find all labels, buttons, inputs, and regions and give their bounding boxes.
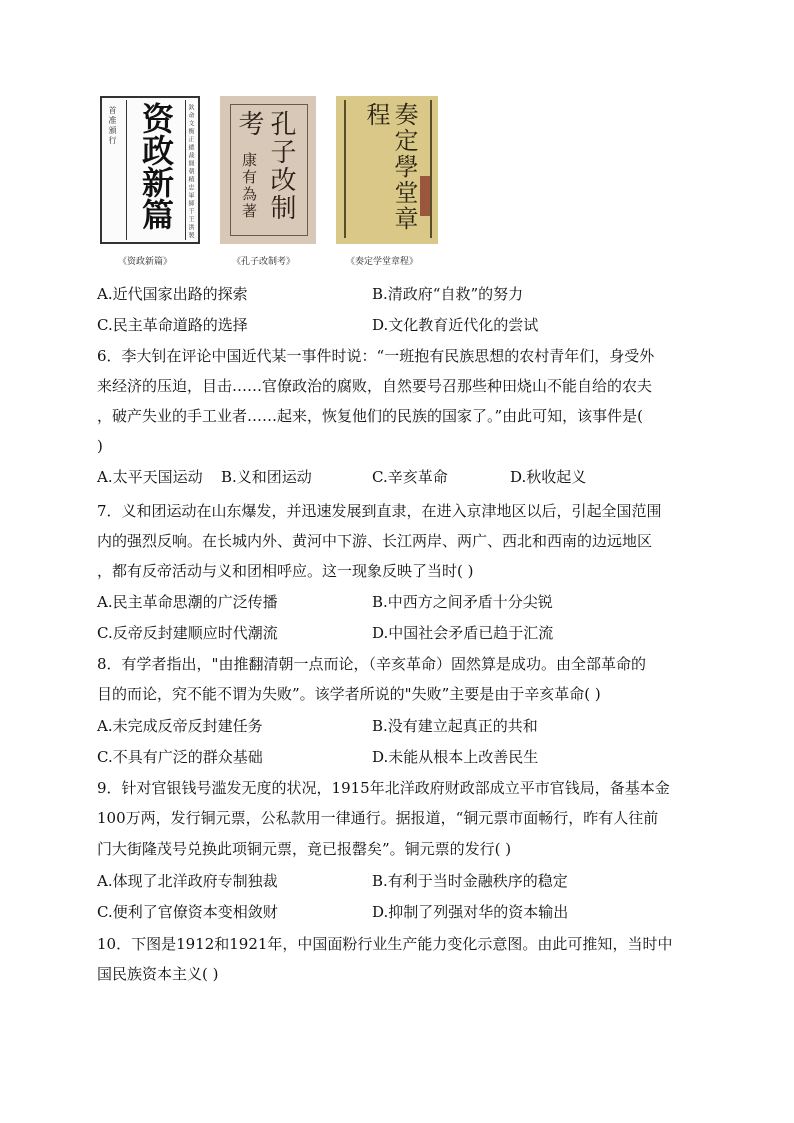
q10-stem-line-2: 国民族资本主义( ) [97,965,219,983]
q8-option-b[interactable]: B.没有建立起真正的共和 [372,717,538,735]
q8-option-a[interactable]: A.未完成反帝反封建任务 [97,717,263,735]
q8-option-d[interactable]: D.未能从根本上改善民生 [372,748,539,766]
cover-left-note: 首准頒行 [108,106,117,146]
zizheng-xinpian-cover-image [100,96,200,244]
cover-author: 康有為著 [240,152,258,220]
book-cover-figures [100,96,440,271]
q9-stem-line-1: 9．针对官银钱号滥发无度的状况，1915年北洋政府财政部成立平市官钱局，备基本金 [97,779,670,797]
q7-stem-line-3: ，都有反帝活动与义和团相呼应。这一现象反映了当时( ) [97,562,474,580]
figure-caption-1: 《资政新篇》 [118,257,173,267]
cover-title: 奏定學堂章程 [362,102,418,232]
q6-stem-line-4: ) [97,437,103,455]
seal-stamp-icon [420,176,430,216]
q6-option-c[interactable]: C.辛亥革命 [372,468,448,486]
cover-right-note: 欽命文衡正總裁開朝精忠軍師干王洪製 [187,104,194,240]
figure-caption-2: 《孔子改制考》 [232,257,296,267]
q9-option-d[interactable]: D.抑制了列强对华的资本输出 [372,903,569,921]
q8-stem-line-2: 目的而论，究不能不谓为失败”。该学者所说的"失败”主要是由于辛亥革命( ) [97,685,601,703]
q9-stem-line-2: 100万两，发行铜元票，公私款用一律通行。据报道，“铜元票市面畅行，昨有人往前 [97,809,659,827]
q5-option-b[interactable]: B.清政府“自救”的努力 [372,285,524,303]
q7-option-b[interactable]: B.中西方之间矛盾十分尖锐 [372,593,553,611]
q10-stem-line-1: 10．下图是1912和1921年，中国面粉行业生产能力变化示意图。由此可推知，当时中 [97,935,673,953]
q7-option-a[interactable]: A.民主革命思潮的广泛传播 [97,593,278,611]
zouding-xuetang-zhangcheng-cover-image [336,96,438,244]
cover-title-suffix: 考 [234,110,264,138]
kongzi-gaizhi-kao-cover-image [220,96,316,244]
q6-stem-line-2: 来经济的压迫，目击……官僚政治的腐败，自然要号召那些种田烧山不能自给的农夫 [97,377,653,395]
q7-option-c[interactable]: C.反帝反封建顺应时代潮流 [97,624,278,642]
q9-stem-line-3: 门大街隆茂号兑换此项铜元票，竟已报罄矣”。铜元票的发行( ) [97,840,512,858]
q5-option-d[interactable]: D.文化教育近代化的尝试 [372,316,539,334]
q8-stem-line-1: 8．有学者指出，"由推翻清朝一点而论，（辛亥革命）固然算是成功。由全部革命的 [97,655,646,673]
q7-option-d[interactable]: D.中国社会矛盾已趋于汇流 [372,624,554,642]
q5-option-c[interactable]: C.民主革命道路的选择 [97,316,248,334]
q6-option-b[interactable]: B.义和团运动 [221,468,312,486]
q6-option-d[interactable]: D.秋收起义 [510,468,587,486]
cover-title: 资政新篇 [137,102,175,230]
q7-stem-line-1: 7．义和团运动在山东爆发，并迅速发展到直隶，在进入京津地区以后，引起全国范围 [97,502,662,520]
q9-option-c[interactable]: C.便利了官僚资本变相敛财 [97,903,278,921]
q9-option-a[interactable]: A.体现了北洋政府专制独裁 [97,872,278,890]
q7-stem-line-2: 内的强烈反响。在长城内外、黄河中下游、长江两岸、两广、西北和西南的边远地区 [97,532,653,550]
q9-option-b[interactable]: B.有利于当时金融秩序的稳定 [372,872,568,890]
q8-option-c[interactable]: C.不具有广泛的群众基础 [97,748,263,766]
q6-stem-line-1: 6．李大钊在评论中国近代某一事件时说：“一班抱有民族思想的农村青年们，身受外 [97,347,655,365]
q6-stem-line-3: ，破产失业的手工业者……起来，恢复他们的民族的国家了。”由此可知，该事件是( [97,407,644,425]
q6-option-a[interactable]: A.太平天国运动 [97,468,203,486]
cover-title: 孔子改制 [266,110,296,222]
q5-option-a[interactable]: A.近代国家出路的探索 [97,285,248,303]
figure-caption-3: 《奏定学堂章程》 [346,257,419,267]
